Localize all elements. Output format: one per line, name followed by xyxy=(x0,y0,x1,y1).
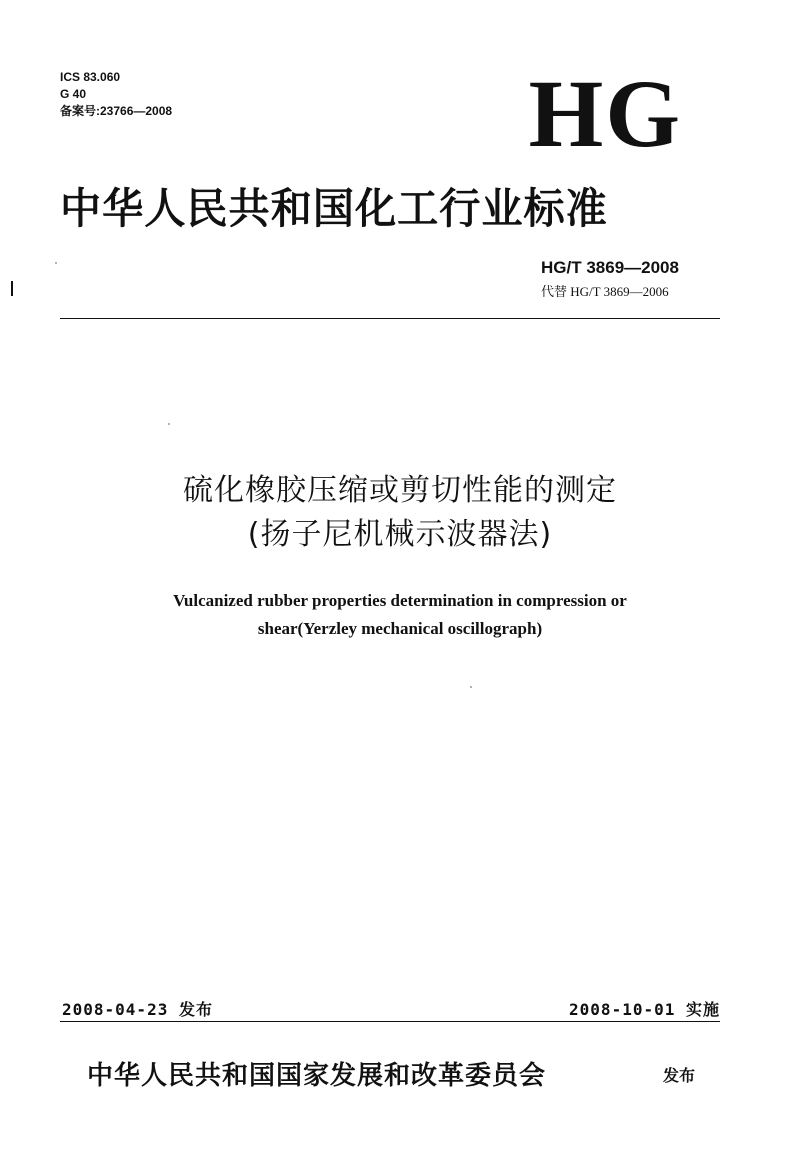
classification-code: G 40 xyxy=(60,87,87,101)
scan-speck xyxy=(168,423,170,425)
en-title-line2: shear(Yerzley mechanical oscillograph) xyxy=(257,619,543,638)
footer-divider xyxy=(60,1021,720,1022)
cn-title-line2: (扬子尼机械示波器法) xyxy=(247,517,553,552)
en-title-line1: Vulcanized rubber properties determination in compression or xyxy=(173,591,627,610)
header-divider xyxy=(60,318,720,319)
replaces-standard: 代替 HG/T 3869—2006 xyxy=(541,284,669,299)
margin-mark xyxy=(11,281,13,296)
ics-code: ICS 83.060 xyxy=(60,70,121,84)
standard-number: HG/T 3869—2008 xyxy=(541,258,679,277)
hg-logo: HG xyxy=(528,60,682,167)
publish-label: 发布 xyxy=(663,1066,696,1085)
cn-title-line1: 硫化橡胶压缩或剪切性能的测定 xyxy=(183,473,617,508)
filing-number: 备案号:23766—2008 xyxy=(60,104,173,118)
issue-date: 2008-04-23 发布 xyxy=(62,1000,213,1019)
scan-speck xyxy=(55,262,57,264)
publisher-name: 中华人民共和国国家发展和改革委员会 xyxy=(87,1061,547,1091)
scan-speck xyxy=(470,686,472,688)
industry-standard-title: 中华人民共和国化工行业标准 xyxy=(60,184,608,233)
implementation-date: 2008-10-01 实施 xyxy=(569,1000,720,1019)
